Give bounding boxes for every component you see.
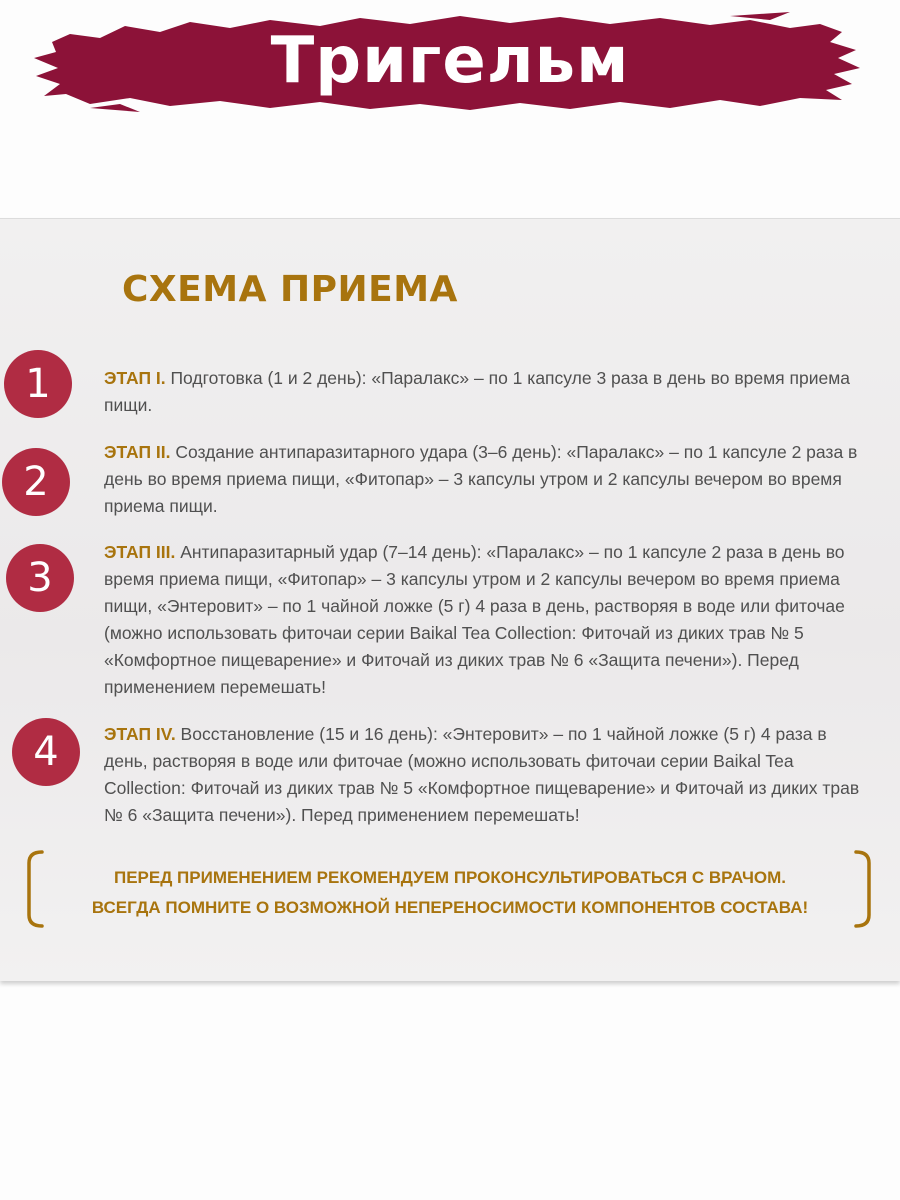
step-4-label: ЭТАП IV. [104,724,176,744]
warning-line-1: ПЕРЕД ПРИМЕНЕНИЕМ РЕКОМЕНДУЕМ ПРОКОНСУЛЬТИРОВАТЬСЯ С ВРАЧОМ. [113,868,787,887]
consult-doctor-warning [50,863,850,923]
step-2-label: ЭТАП II. [104,442,171,462]
step-4-circle: 4 [12,718,80,786]
title-banner [30,12,870,112]
step-1-circle: 1 [4,350,72,418]
dosage-scheme-card [0,218,900,981]
banner-title: Тригельм [270,24,630,98]
step-4-text [104,721,864,829]
right-bracket-icon [852,849,872,929]
step-4-description: Восстановление (15 и 16 день): «Энтеровит» – по 1 чайной ложке (5 г) 4 раза в день, растворяя в воде или фиточае (можно использовать фиточаи серии Baikal Tea Collection: Фиточай из диких трав № 5 «Комфортное пищеварение» и Фиточай из диких трав № 6 «Защита печени»). Перед применением перемешать! [104,724,860,825]
step-2-circle: 2 [2,448,70,516]
warning-line-2: ВСЕГДА ПОМНИТЕ О ВОЗМОЖНОЙ НЕПЕРЕНОСИМОСТИ КОМПОНЕНТОВ СОСТАВА! [91,898,809,917]
step-3-description: Антипаразитарный удар (7–14 день): «Паралакс» – по 1 капсуле 2 раза в день во время приема пищи, «Фитопар» – 3 капсулы утром и 2 капсулы вечером во время приема пищи, «Энтеровит» – по 1 чайной ложке (5 г) 4 раза в день, растворяя в воде или фиточае (можно использовать фиточаи серии Baikal Tea Collection: Фиточай из диких трав № 5 «Комфортное пищеварение» и Фиточай из диких трав № 6 «Защита печени»). Перед применением перемешать! [104,542,845,697]
step-1-description: Подготовка (1 и 2 день): «Паралакс» – по 1 капсуле 3 раза в день во время приема пищи. [104,368,850,415]
step-2-text [104,439,864,520]
step-3-circle: 3 [6,544,74,612]
scheme-heading: СХЕМА ПРИЕМА [122,269,458,310]
step-3-text [104,539,864,701]
step-3-label: ЭТАП III. [104,542,176,562]
step-1-label: ЭТАП I. [104,368,166,388]
step-1-text [104,365,864,419]
step-2-description: Создание антипаразитарного удара (3–6 день): «Паралакс» – по 1 капсуле 2 раза в день во время приема пищи, «Фитопар» – 3 капсулы утром и 2 капсулы вечером во время приема пищи. [104,442,858,516]
left-bracket-icon [26,849,46,929]
